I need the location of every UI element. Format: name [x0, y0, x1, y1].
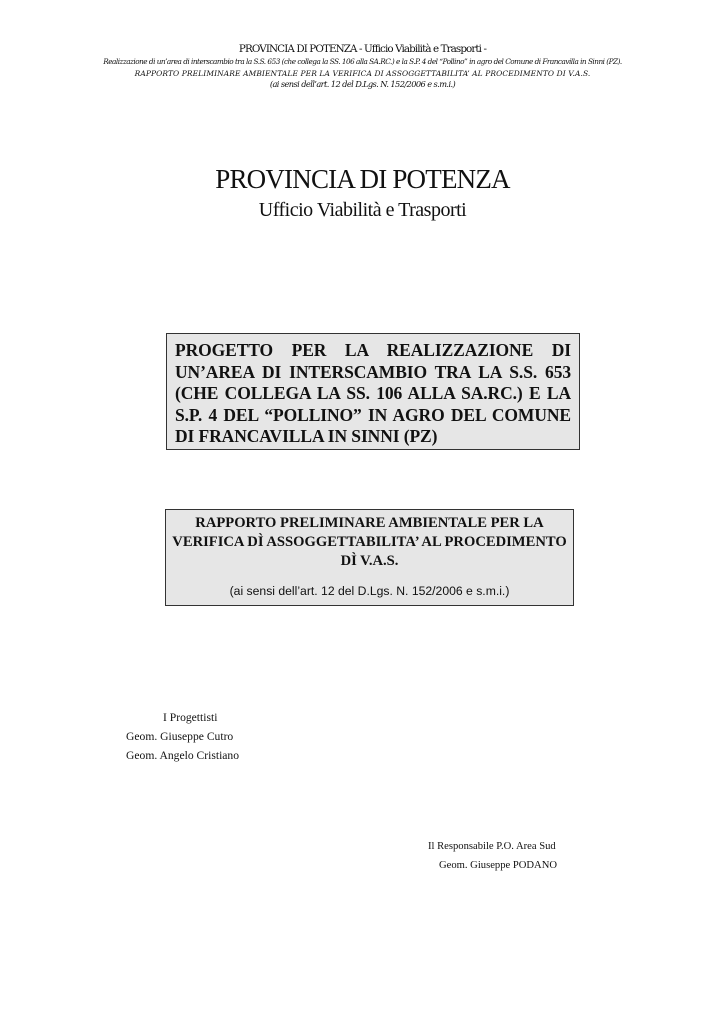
report-title: RAPPORTO PRELIMINARE AMBIENTALE PER LA VERIFICA DÌ ASSOGGETTABILITA’ AL PROCEDIMENTO DÌ V.A.S. [172, 515, 567, 569]
responsible-block [428, 837, 588, 875]
organization-title: PROVINCIA DI POTENZA [215, 164, 510, 194]
project-title: PROGETTO PER LA REALIZZAZIONE DI UN’AREA DI INTERSCAMBIO TRA LA S.S. 653 (CHE COLLEGA LA SS. 106 ALLA SA.RC.) E LA S.P. 4 DEL “POLLINO” IN AGRO DEL COMUNE DI FRANCAVILLA IN SINNI (PZ) [175, 340, 571, 446]
designer-name: Geom. Giuseppe Cutro [126, 730, 234, 743]
responsible-role: Il Responsabile P.O. Area Sud [428, 841, 556, 852]
designers-block [126, 708, 286, 765]
report-legal-reference: (ai sensi dell’art. 12 del D.Lgs. N. 152/2006 e s.m.i.) [229, 584, 510, 598]
designers-label: I Progettisti [163, 711, 218, 724]
running-header-project: Realizzazione di un’area di interscambio tra la S.S. 653 (che collega la SS. 106 alla SA.RC.) e la S.P. 4 del “Pollino” in agro del Comune di Francavilla in Sinni (PZ). [103, 57, 622, 66]
report-title-box [165, 509, 574, 606]
designer-name: Geom. Angelo Cristiano [126, 749, 240, 762]
organization-subtitle: Ufficio Viabilità e Trasporti [258, 199, 467, 221]
running-header-title: PROVINCIA DI POTENZA - Ufficio Viabilità e Trasporti - [238, 43, 487, 55]
running-header-report: RAPPORTO PRELIMINARE AMBIENTALE PER LA VERIFICA DI ASSOGGETTABILITA’ AL PROCEDIMENTO DI V.A.S. [134, 69, 591, 78]
responsible-name: Geom. Giuseppe PODANO [439, 860, 557, 871]
project-title-box [166, 333, 580, 450]
running-header-reference: (ai sensi dell’art. 12 del D.Lgs. N. 152/2006 e s.m.i.) [269, 79, 456, 89]
